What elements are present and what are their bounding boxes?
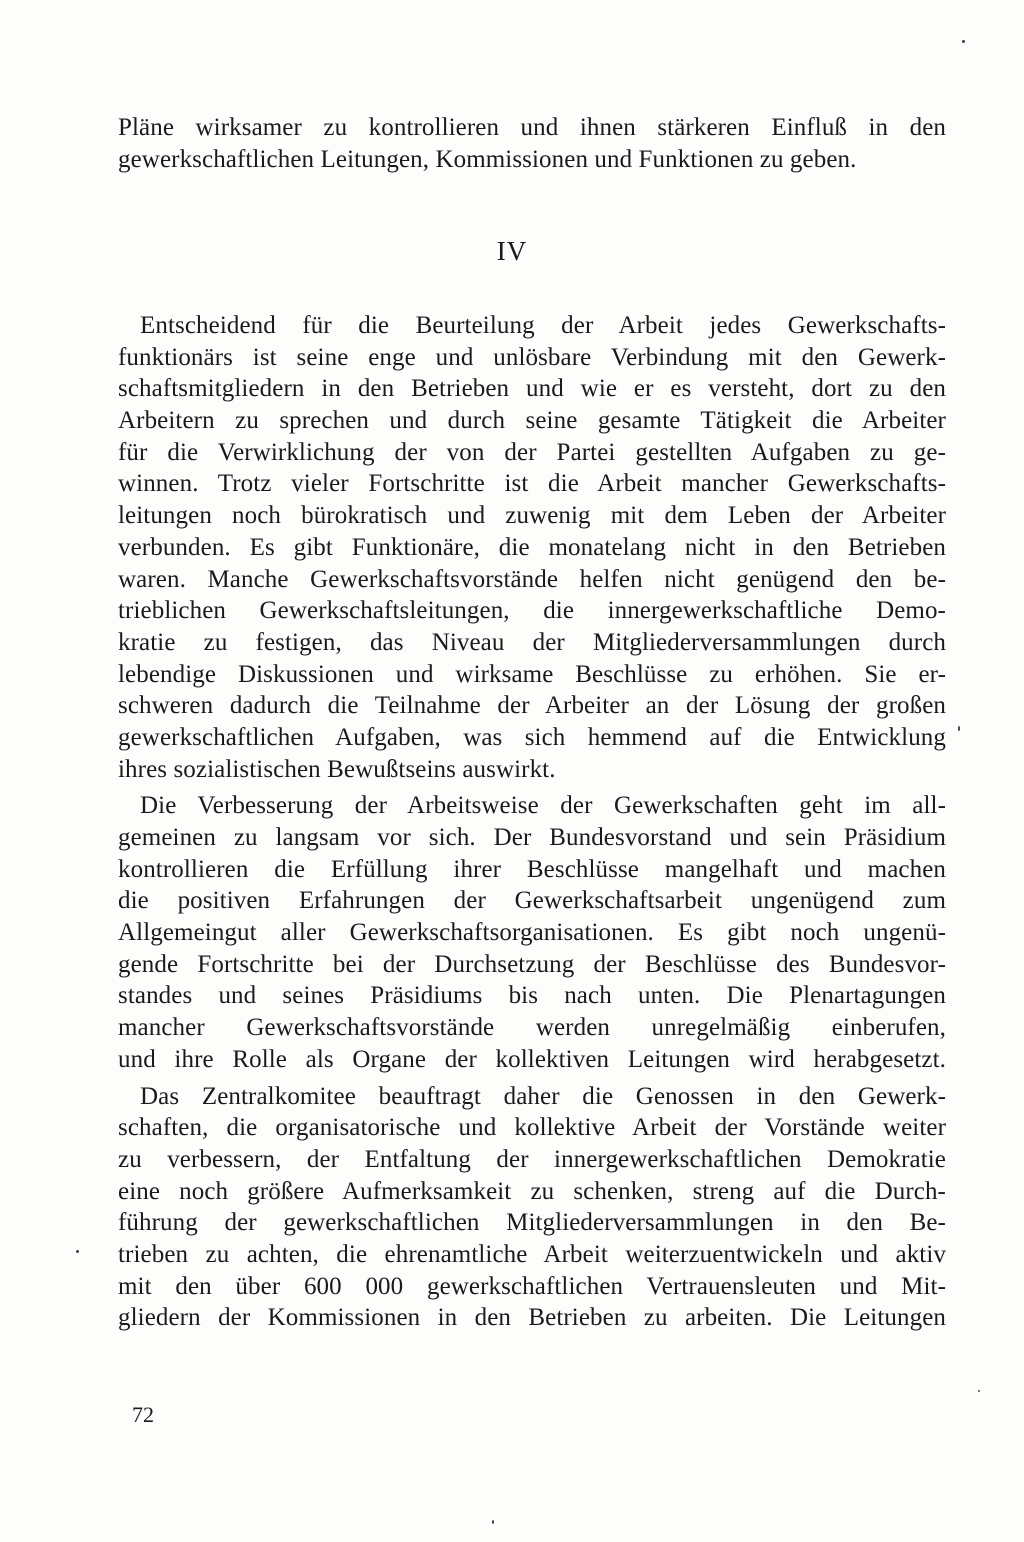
- text-line: Entscheidend für die Beurteilung der Arbeit jedes Gewerkschafts-: [140, 312, 946, 339]
- text-line: trieblichen Gewerkschaftsleitungen, die innergewerkschaftliche Demo-: [118, 597, 946, 625]
- main-text: [118, 310, 946, 1334]
- text-line: waren. Manche Gewerkschaftsvorstände helfen nicht genügend den be-: [118, 565, 946, 593]
- print-speck: [962, 40, 965, 43]
- text-line: schweren dadurch die Teilnahme der Arbeiter an der Lösung der großen: [118, 692, 946, 720]
- text-line: zu verbessern, der Entfaltung der innergewerkschaftlichen Demokratie: [118, 1145, 946, 1173]
- print-speck: [492, 1520, 494, 1524]
- text-line: Die Verbesserung der Arbeitsweise der Gewerkschaften geht im all-: [140, 792, 946, 820]
- text-line: ihres sozialistischen Bewußtseins auswirkt.: [118, 755, 556, 783]
- section-heading: IV: [496, 236, 528, 266]
- text-line: Pläne wirksamer zu kontrollieren und ihnen stärkeren Einfluß in den: [118, 114, 946, 141]
- continued-paragraph: [118, 112, 946, 175]
- text-line: gende Fortschritte bei der Durchsetzung der Beschlüsse des Bundesvor-: [118, 950, 946, 978]
- text-line: die positiven Erfahrungen der Gewerkschaftsarbeit ungenügend zum: [118, 887, 946, 915]
- text-line: schaften, die organisatorische und kollektive Arbeit der Vorstände weiter: [118, 1114, 946, 1142]
- text-line: kontrollieren die Erfüllung ihrer Beschlüsse mangelhaft und machen: [118, 855, 946, 883]
- text-line: mit den über 600 000 gewerkschaftlichen Vertrauensleuten und Mit-: [118, 1272, 946, 1300]
- text-line: gewerkschaftlichen Aufgaben, was sich hemmend auf die Entwicklung: [118, 723, 946, 751]
- text-line: winnen. Trotz vieler Fortschritte ist die Arbeit mancher Gewerkschafts-: [118, 470, 946, 498]
- text-line: leitungen noch bürokratisch und zuwenig mit dem Leben der Arbeiter: [118, 502, 946, 530]
- print-speck: [978, 1390, 980, 1392]
- paragraph-1: [118, 310, 946, 785]
- text-line: gliedern der Kommissionen in den Betrieben zu arbeiten. Die Leitungen: [118, 1304, 946, 1332]
- text-line: Das Zentralkomitee beauftragt daher die Genossen in den Gewerk-: [140, 1082, 946, 1110]
- text-line: mancher Gewerkschaftsvorstände werden unregelmäßig einberufen,: [118, 1014, 946, 1042]
- text-line: lebendige Diskussionen und wirksame Beschlüsse zu erhöhen. Sie er-: [118, 660, 946, 688]
- text-line: gemeinen zu langsam vor sich. Der Bundesvorstand und sein Präsidium: [118, 824, 946, 851]
- text-line: schaftsmitgliedern in den Betrieben und wie er es versteht, dort zu den: [118, 375, 946, 403]
- print-speck: [76, 1250, 79, 1253]
- text-line: kratie zu festigen, das Niveau der Mitgliederversammlungen durch: [118, 628, 946, 656]
- text-line: eine noch größere Aufmerksamkeit zu schenken, streng auf die Durch-: [118, 1177, 946, 1205]
- text-line: und ihre Rolle als Organe der kollektiven Leitungen wird herabgesetzt.: [118, 1045, 946, 1073]
- paragraph-3: [118, 1081, 946, 1335]
- text-line: funktionärs ist seine enge und unlösbare Verbindung mit den Gewerk-: [118, 343, 946, 371]
- text-line: verbunden. Es gibt Funktionäre, die monatelang nicht in den Betrieben: [118, 533, 946, 561]
- text-line: standes und seines Präsidiums bis nach unten. Die Plenartagungen: [118, 982, 946, 1010]
- text-line: für die Verwirklichung der von der Partei gestellten Aufgaben zu ge-: [118, 438, 946, 466]
- text-line: Allgemeingut aller Gewerkschaftsorganisationen. Es gibt noch ungenü-: [118, 919, 946, 947]
- print-speck: [958, 726, 960, 731]
- text-line: trieben zu achten, die ehrenamtliche Arbeit weiterzuentwickeln und aktiv: [118, 1240, 946, 1268]
- text-line: gewerkschaftlichen Leitungen, Kommissionen und Funktionen zu geben.: [118, 145, 857, 173]
- page-number: 72: [132, 1402, 154, 1427]
- paragraph-2: [118, 790, 946, 1075]
- text-line: führung der gewerkschaftlichen Mitgliederversammlungen in den Be-: [118, 1209, 946, 1237]
- text-line: Arbeitern zu sprechen und durch seine gesamte Tätigkeit die Arbeiter: [118, 407, 946, 435]
